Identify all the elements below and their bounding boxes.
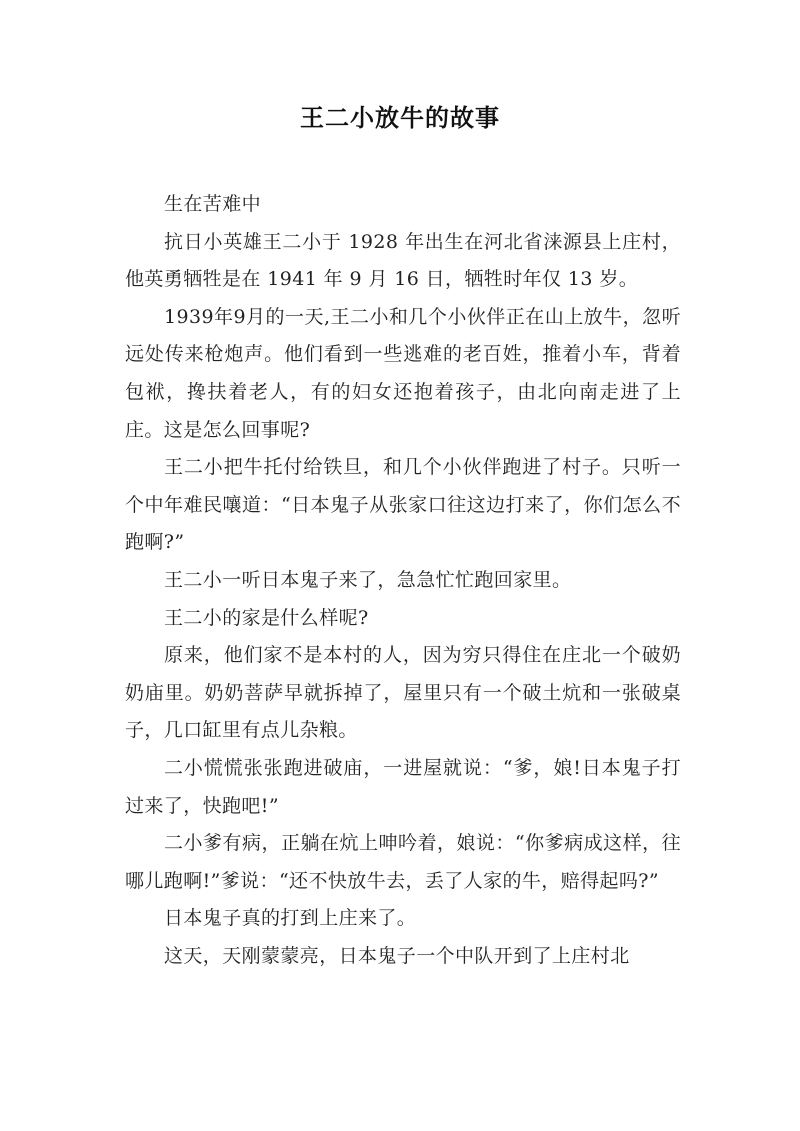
- paragraph: 王二小一听日本鬼子来了，急急忙忙跑回家里。: [164, 568, 572, 591]
- paragraph: 这天，天刚蒙蒙亮，日本鬼子一个中队开到了上庄村北: [164, 944, 630, 967]
- paragraph: 原来，他们家不是本村的人，因为穷只得住在庄北一个破奶奶庙里。奶奶菩萨早就拆掉了，屋里只有一个破土炕和一张破桌子，几口缸里有点儿杂粮。: [125, 644, 681, 742]
- paragraph: 王二小的家是什么样呢?: [164, 606, 369, 629]
- paragraph: 日本鬼子真的打到上庄来了。: [164, 907, 417, 930]
- paragraph: 王二小把牛托付给铁旦，和几个小伙伴跑进了村子。只听一个中年难民嚷道：“日本鬼子从张家口往这边打来了，你们怎么不跑啊?”: [125, 456, 681, 554]
- paragraph: 1939年9月的一天,王二小和几个小伙伴正在山上放牛，忽听远处传来枪炮声。他们看到一些逃难的老百姓，推着小车，背着包袱，搀扶着老人，有的妇女还抱着孩子，由北向南走进了上庄。这是怎么回事呢?: [125, 305, 681, 441]
- document-body: [125, 186, 681, 975]
- document-title: 王二小放牛的故事: [300, 103, 500, 132]
- paragraph: 二小爹有病，正躺在炕上呻吟着，娘说：“你爹病成这样，往哪儿跑啊!”爹说：“还不快放牛去，丢了人家的牛，赔得起吗?”: [125, 832, 681, 892]
- paragraph-section-heading: 生在苦难中: [164, 193, 262, 215]
- paragraph: 抗日小英雄王二小于 1928 年出生在河北省涞源县上庄村，他英勇牺牲是在 1941 年 9 月 16 日，牺牲时年仅 13 岁。: [125, 230, 681, 291]
- paragraph: 二小慌慌张张跑进破庙，一进屋就说：“爹，娘!日本鬼子打过来了，快跑吧!”: [125, 756, 681, 817]
